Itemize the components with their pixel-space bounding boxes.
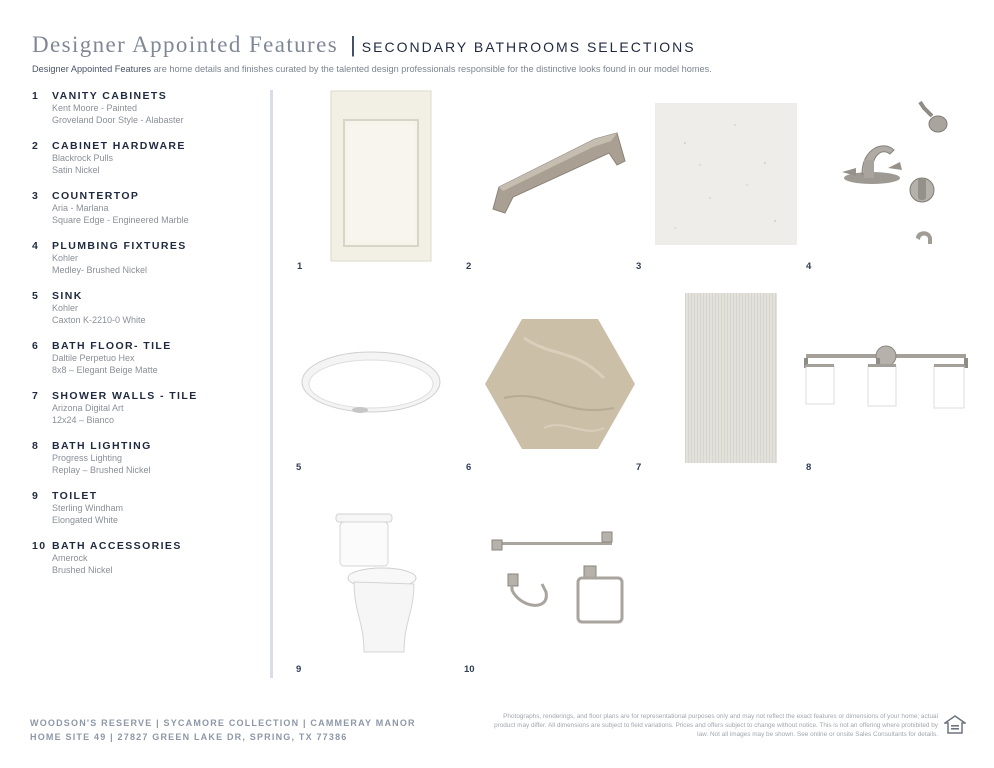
- spec-detail: 12x24 – Bianco: [52, 415, 115, 425]
- toilet-image: [334, 512, 420, 654]
- spec-item: [32, 290, 267, 326]
- spec-item: [32, 340, 267, 376]
- spec-detail: Amerock: [52, 553, 88, 563]
- hex-floor-tile-image: [484, 318, 636, 450]
- footer-address: [30, 716, 416, 744]
- spec-number: 4: [32, 240, 40, 252]
- photo-number: 5: [296, 462, 302, 473]
- spec-detail: 8x8 – Elegant Beige Matte: [52, 365, 158, 375]
- spec-detail: Aria - Marlana: [52, 203, 109, 213]
- spec-detail: Daltile Perpetuo Hex: [52, 353, 135, 363]
- spec-item: [32, 190, 267, 226]
- intro-rest: are home details and finishes curated by the talented design professionals responsible for the distinctive looks found in our model homes.: [151, 64, 712, 74]
- spec-detail: Arizona Digital Art: [52, 403, 124, 413]
- spec-title: SHOWER WALLS - TILE: [52, 390, 198, 402]
- footer-disclaimer: Photographs, renderings, and floor plans are for representational purposes only and may not reflect the exact features or dimensions of your home; actual product may differ. All dimensions are subject to field variations. Prices and offers subject to change without notice. This is not an offering where prohibited by law. Not all images may be shown. See online or onsite Sales Consultants for details.: [494, 713, 938, 738]
- spec-item: [32, 540, 267, 576]
- spec-item: [32, 240, 267, 276]
- spec-title: BATH LIGHTING: [52, 440, 152, 452]
- photo-number: 7: [636, 462, 642, 473]
- cabinet-door-image: [330, 90, 432, 262]
- footer-homesite: HOME SITE 49 | 27827 GREEN LAKE DR, SPRING, TX 77386: [30, 732, 348, 742]
- spec-title: SINK: [52, 290, 83, 302]
- spec-detail: Sterling Windham: [52, 503, 124, 513]
- spec-number: 3: [32, 190, 40, 202]
- spec-detail: Progress Lighting: [52, 453, 123, 463]
- page-title: Designer Appointed Features: [32, 32, 339, 57]
- spec-detail: Brushed Nickel: [52, 565, 113, 575]
- spec-number: 2: [32, 140, 40, 152]
- photo-number: 2: [466, 261, 472, 272]
- bath-lighting-image: [804, 344, 968, 410]
- spec-detail: Satin Nickel: [52, 165, 100, 175]
- spec-number: 9: [32, 490, 40, 502]
- vertical-divider: [270, 90, 273, 678]
- spec-title: VANITY CABINETS: [52, 90, 168, 102]
- sink-image: [300, 348, 442, 420]
- photo-number: 3: [636, 261, 642, 272]
- intro-highlight: Designer Appointed Features: [32, 64, 152, 74]
- spec-title: BATH FLOOR- TILE: [52, 340, 172, 352]
- photo-number: 1: [297, 261, 303, 272]
- spec-title: TOILET: [52, 490, 98, 502]
- photo-number: 10: [464, 664, 475, 675]
- spec-item: [32, 440, 267, 476]
- plumbing-fixtures-image: [834, 98, 952, 256]
- photo-number: 8: [806, 462, 812, 473]
- cabinet-pull-image: [485, 125, 635, 217]
- bath-accessories-image: [490, 528, 624, 626]
- page-subtitle: SECONDARY BATHROOMS SELECTIONS: [361, 39, 696, 55]
- spec-number: 6: [32, 340, 40, 352]
- spec-number: 1: [32, 90, 40, 102]
- spec-detail: Elongated White: [52, 515, 119, 525]
- spec-number: 7: [32, 390, 40, 402]
- spec-item: [32, 140, 267, 176]
- spec-detail: Blackrock Pulls: [52, 153, 114, 163]
- footer-community: WOODSON'S RESERVE | SYCAMORE COLLECTION | CAMMERAY MANOR: [30, 718, 416, 728]
- spec-detail: Kohler: [52, 253, 79, 263]
- photo-number: 6: [466, 462, 472, 473]
- spec-detail: Square Edge - Engineered Marble: [52, 215, 189, 225]
- spec-detail: Kohler: [52, 303, 79, 313]
- spec-title: CABINET HARDWARE: [52, 140, 186, 152]
- spec-detail: Medley- Brushed Nickel: [52, 265, 148, 275]
- photo-number: 9: [296, 664, 302, 675]
- countertop-swatch-image: [655, 103, 797, 245]
- page-header: [32, 32, 972, 74]
- spec-title: PLUMBING FIXTURES: [52, 240, 187, 252]
- spec-list: [32, 90, 267, 590]
- spec-detail: Groveland Door Style - Alabaster: [52, 115, 184, 125]
- spec-number: 5: [32, 290, 40, 302]
- intro-text: [32, 64, 972, 74]
- spec-item: [32, 90, 267, 126]
- spec-number: 8: [32, 440, 40, 452]
- spec-item: [32, 390, 267, 426]
- photo-number: 4: [806, 261, 812, 272]
- spec-number: 10: [32, 540, 47, 552]
- title-separator: |: [350, 32, 356, 57]
- spec-title: COUNTERTOP: [52, 190, 140, 202]
- shower-wall-tile-image: [685, 293, 777, 463]
- spec-detail: Replay – Brushed Nickel: [52, 465, 151, 475]
- title-row: [32, 32, 972, 58]
- spec-detail: Caxton K-2210-0 White: [52, 315, 146, 325]
- spec-item: [32, 490, 267, 526]
- spec-title: BATH ACCESSORIES: [52, 540, 182, 552]
- equal-housing-icon: [944, 714, 966, 736]
- spec-detail: Kent Moore - Painted: [52, 103, 138, 113]
